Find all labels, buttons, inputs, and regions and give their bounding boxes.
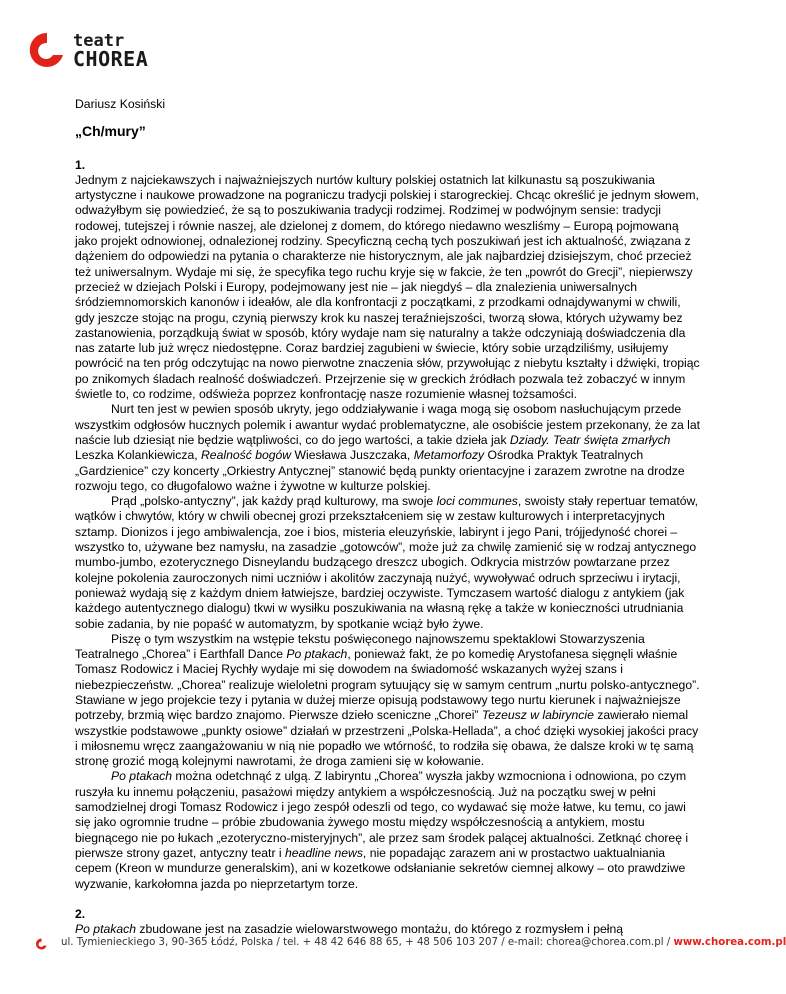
section-1-paragraph-2: Nurt ten jest w pewien sposób ukryty, jego oddziaływanie i waga mogą się osobom nasłuchującym przede wszystkim odgłosów hucznych polemik i awantur wydać problematyczne, ale osobiście jestem przekonany, że za lat naście lub dziesiąt nie będzie wątpliwości, co do jego wartości, a takie dzieła jak Dziady. Teatr święta zmarłych Leszka Kolankiewicza, Realność bogów Wiesława Juszczaka, Metamorfozy Ośrodka Praktyk Teatralnych „Gardzienice” czy koncerty „Orkiestry Antycznej” stanowić będą punkty orientacyjne i zarazem zwrotne na drodze rozwoju tego, co długofalowo ważne i żywotne w kulturze polskiej. xyxy=(75,402,701,493)
chorea-c-mark-icon xyxy=(30,31,64,69)
footer-address: ul. Tymienieckiego 3, 90-365 Łódź, Polska / tel. + 48 42 646 88 65, + 48 506 103 207 / e-mail: chorea@chorea.com.pl / xyxy=(61,937,674,948)
logo-line-chorea: CHOREA xyxy=(73,47,149,71)
work-title-dziady: Dziady. Teatr święta zmarłych xyxy=(509,432,671,447)
footer-website-link[interactable]: www.chorea.com.pl xyxy=(673,937,786,948)
section-1-paragraph-5: Po ptakach można odetchnąć z ulgą. Z labiryntu „Chorea” wyszła jakby wzmocniona i odnowiona, po czym ruszyła ku innemu połączeniu, pasażowi między antykiem a współczesnością. Już na początku swej w pełni samodzielnej drogi Tomasz Rodowicz i jego zespół odeszli od tego, co wydawać się może łatwe, ku temu, co jawi się jako ogromnie trudne – próbie zbudowania żywego mostu między współczesnością a antykiem, mostu biegnącego nie po łukach „ezoteryczno-misteryjnych”, ale przez sam środek palącej aktualności. Zetknąć choreę i pierwsze strony gazet, antyczny teatr i headline news, nie popadając zarazem ani w prostactwo uaktualniania cepem (Kreon w mundurze generalskim), ani w kozetkowe odsłanianie sekretów ciemnej alkowy – oto prawdziwe wyzwanie, karkołomna jazda po nieprzetartym torze. xyxy=(75,769,689,891)
work-title-metamorfozy: Metamorfozy xyxy=(413,448,485,463)
work-title-po-ptakach-2: Po ptakach xyxy=(111,769,172,784)
footer-contact xyxy=(61,937,786,948)
section-1-paragraph-1: Jednym z najciekawszych i najważniejszych nurtów kultury polskiej ostatnich lat kilkunastu są poszukiwania artystyczne i naukowe prowadzone na pograniczu tradycji polskiej i starogreckiej. Chcąc określić je jednym słowem, odważyłbym się powiedzieć, że są to poszukiwania tradycji rodzimej. Rodzimej w podwójnym sensie: tradycji rodowej, tutejszej i równie naszej, ale dzielonej z domem, do którego niedawno weszliśmy – Europą pojmowaną jako projekt odnowionej, odnalezionej rodziny. Specyficzną cechą tych poszukiwań jest ich aktualność, związana z dążeniem do odpowiedzi na pytania o charakterze nie historycznym, ale jak najbardziej dzisiejszym, choć przecież też uniwersalnym. Wydaje mi się, że specyfika tego ruchu kryje się w fakcie, że ten „powrót do Grecji”, niepierwszy przecież w dziejach Polski i Europy, podejmowany jest nie – jak niegdyś – dla znalezienia uniwersalnych śródziemnomorskich kanonów i ideałów, ale dla konfrontacji z początkami, z przodkami odnajdywanymi w chwili, gdy jeszcze stojąc na progu, czynią pierwszy krok ku naszej teraźniejszości, tworzą słowa, których używamy bez zastanowienia, porządkują świat w sposób, który wydaje nam się naturalny a także odczyniają doświadczenia dla nas zatarte lub już wręcz niedostępne. Coraz bardziej zagubieni w świecie, który sobie urządziliśmy, usiłujemy powrócić na ten próg odczytując na nowo pierwotne znaczenia słów, przywołując z niebytu kształty i dźwięki, tropiąc po znikomych śladach realność doświadczeń. Przejrzenie się w greckich źródłach pozwala też zobaczyć w innym świetle to, co rodzime, odświeża poprzez konfrontację nasze rozumienie własnej tożsamości. xyxy=(75,172,700,402)
section-2-paragraph-1: Po ptakach zbudowane jest na zasadzie wielowarstwowego montażu, do którego z rozmysłem i pełną xyxy=(75,922,624,937)
term-loci-communes: loci communes xyxy=(436,494,518,509)
logo-line-teatr: teatr xyxy=(73,31,125,51)
logo-wordmark xyxy=(73,31,149,71)
term-headline-news: headline news xyxy=(285,845,363,860)
article xyxy=(75,97,703,937)
chorea-c-mark-small-icon xyxy=(36,937,47,951)
section-1-paragraph-4: Piszę o tym wszystkim na wstępie tekstu poświęconego najnowszemu spektaklowi Stowarzyszenia Teatralnego „Chorea” i Earthfall Dance Po ptakach, ponieważ fakt, że po komedię Arystofanesa sięgnęli właśnie Tomasz Rodowicz i Maciej Rychły wydaje mi się dowodem na świadomość wskazanych wyżej szans i niebezpieczeństw. „Chorea” realizuje wieloletni program sytuujący się w samym centrum „nurtu polsko-antycznego”. Stawiane w jego projekcie tezy i pytania w dużej mierze opisują podstawowy tego nurtu kierunek i najważniejsze potrzeby, brzmią więc bardzo znajomo. Pierwsze dzieło sceniczne „Chorei” Tezeusz w labiryncie zawierało niemal wszystkie podstawowe „punkty osiowe” działań w przestrzeni „Polska-Hellada”, a choć dzięki wysokiej jakości pracy i miłosnemu wręcz zaangażowaniu w nią nie popadło we wtórność, to rodziła się obawa, że dalsze kroki w tę samą stronę grozić mogą kolejnymi nawrotami, że droga zamieni się w kołowanie. xyxy=(75,631,700,769)
section-2-number: 2. xyxy=(75,906,86,921)
footer xyxy=(36,936,786,954)
author: Dariusz Kosiński xyxy=(75,97,166,111)
work-title-realnosc: Realność bogów xyxy=(201,448,292,463)
section-1-paragraph-3: Prąd „polsko-antyczny”, jak każdy prąd kulturowy, ma swoje loci communes, swoisty stały repertuar tematów, wątków i chwytów, który w chwili obecnej grozi przekształceniem się w zestaw kulturowych i interpretacyjnych sztamp. Dionizos i jego ambiwalencja, zoe i bios, misteria eleuzyńskie, labirynt i jego Pani, trójjedyność chorei – wszystko to, używane bez namysłu, na zasadzie „gotowców”, może już za chwilę zamienić się w rodzaj antycznego mumbo-jumbo, ezoterycznego Disneylandu budzącego dreszcz ubogich. Odkrycia mistrzów powtarzane przez kolejne pokolenia zauroczonych nimi uczniów i akolitów zaczynają nużyć, wywoływać odruch sprzeciwu i irytacji, ponieważ wydają się z każdym dniem łatwiejsze, bardziej oczywiste. Tymczasem wartość dialogu z antykiem (jak każdego autentycznego dialogu) tkwi w wysiłku poszukiwania na własną rękę a także w konieczności utrudniania sobie zadania, by nie popaść w automatyzm, by spotkanie wciąż było żywe. xyxy=(75,494,699,631)
work-title-po-ptakach: Po ptakach xyxy=(286,647,348,662)
article-title: „Ch/mury” xyxy=(75,123,146,140)
work-title-po-ptakach-3: Po ptakach xyxy=(75,922,136,937)
chorea-logo xyxy=(30,31,160,71)
section-1-number: 1. xyxy=(75,157,86,172)
work-title-tezeusz: Tezeusz w labiryncie xyxy=(481,708,594,723)
